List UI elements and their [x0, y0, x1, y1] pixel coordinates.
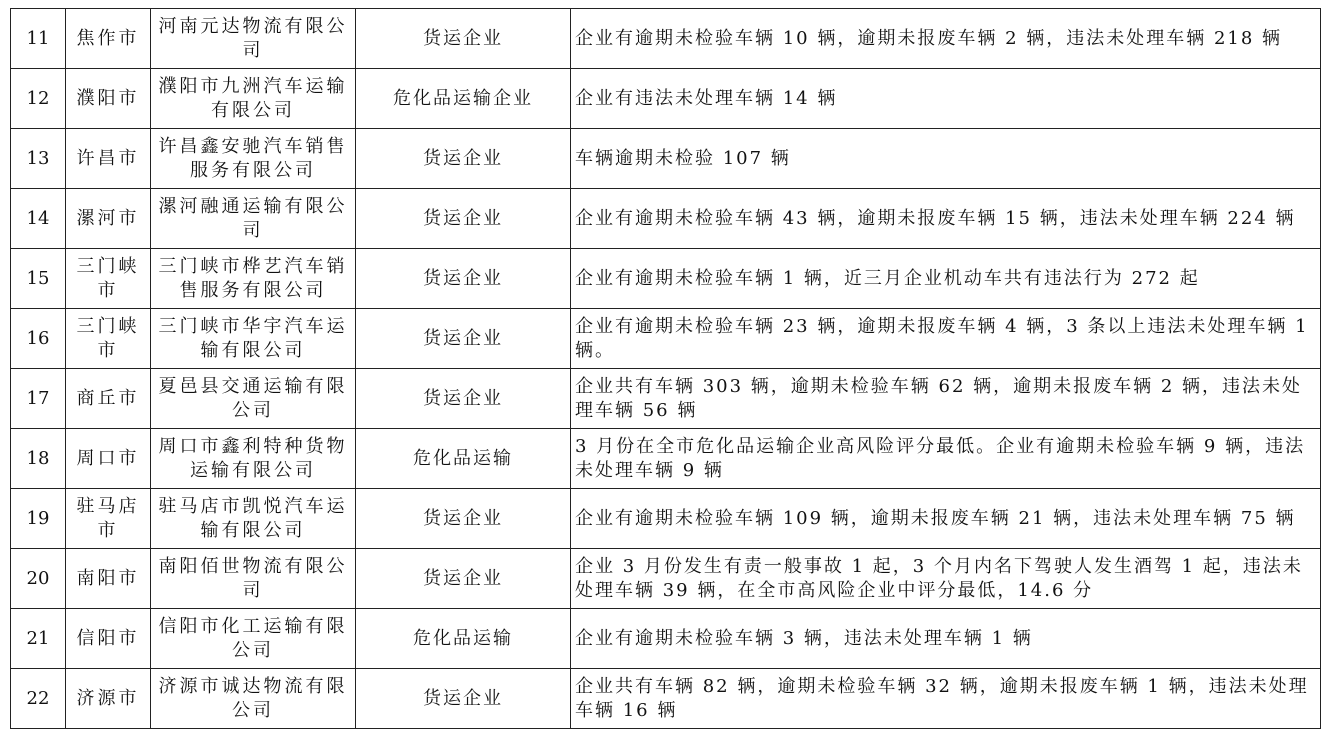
city-cell: 许昌市 — [66, 129, 151, 189]
company-name-cell: 三门峡市桦艺汽车销售服务有限公司 — [151, 249, 356, 309]
company-name-cell: 周口市鑫利特种货物运输有限公司 — [151, 429, 356, 489]
table-row — [11, 369, 1321, 429]
city-cell: 三门峡市 — [66, 309, 151, 369]
company-name-cell: 济源市诚达物流有限公司 — [151, 669, 356, 729]
row-number-cell: 11 — [11, 9, 66, 69]
table-row — [11, 249, 1321, 309]
issue-description-cell: 企业有逾期未检验车辆 3 辆，违法未处理车辆 1 辆 — [571, 609, 1321, 669]
row-number-cell: 17 — [11, 369, 66, 429]
city-cell: 驻马店市 — [66, 489, 151, 549]
enterprise-type-cell: 危化品运输 — [356, 429, 571, 489]
enterprise-type-cell: 危化品运输 — [356, 609, 571, 669]
city-cell: 商丘市 — [66, 369, 151, 429]
issue-description-cell: 车辆逾期未检验 107 辆 — [571, 129, 1321, 189]
enterprise-type-cell: 货运企业 — [356, 9, 571, 69]
company-name-cell: 三门峡市华宇汽车运输有限公司 — [151, 309, 356, 369]
table-row — [11, 489, 1321, 549]
city-cell: 南阳市 — [66, 549, 151, 609]
row-number-cell: 15 — [11, 249, 66, 309]
enterprise-type-cell: 危化品运输企业 — [356, 69, 571, 129]
issue-description-cell: 企业有逾期未检验车辆 43 辆，逾期未报废车辆 15 辆，违法未处理车辆 224 辆 — [571, 189, 1321, 249]
enterprise-type-cell: 货运企业 — [356, 129, 571, 189]
issue-description-cell: 企业有逾期未检验车辆 1 辆，近三月企业机动车共有违法行为 272 起 — [571, 249, 1321, 309]
table-row — [11, 669, 1321, 729]
table-row — [11, 429, 1321, 489]
city-cell: 信阳市 — [66, 609, 151, 669]
row-number-cell: 21 — [11, 609, 66, 669]
city-cell: 济源市 — [66, 669, 151, 729]
enterprise-type-cell: 货运企业 — [356, 249, 571, 309]
row-number-cell: 22 — [11, 669, 66, 729]
row-number-cell: 19 — [11, 489, 66, 549]
enterprise-table — [10, 8, 1321, 729]
table-row — [11, 189, 1321, 249]
table-row — [11, 609, 1321, 669]
city-cell: 焦作市 — [66, 9, 151, 69]
row-number-cell: 20 — [11, 549, 66, 609]
issue-description-cell: 3 月份在全市危化品运输企业高风险评分最低。企业有逾期未检验车辆 9 辆，违法未处理车辆 9 辆 — [571, 429, 1321, 489]
row-number-cell: 12 — [11, 69, 66, 129]
table-row — [11, 129, 1321, 189]
table-body — [11, 9, 1321, 729]
row-number-cell: 14 — [11, 189, 66, 249]
company-name-cell: 夏邑县交通运输有限公司 — [151, 369, 356, 429]
enterprise-type-cell: 货运企业 — [356, 669, 571, 729]
row-number-cell: 13 — [11, 129, 66, 189]
company-name-cell: 漯河融通运输有限公司 — [151, 189, 356, 249]
row-number-cell: 16 — [11, 309, 66, 369]
table-row — [11, 549, 1321, 609]
city-cell: 濮阳市 — [66, 69, 151, 129]
city-cell: 三门峡市 — [66, 249, 151, 309]
enterprise-type-cell: 货运企业 — [356, 189, 571, 249]
company-name-cell: 驻马店市凯悦汽车运输有限公司 — [151, 489, 356, 549]
table-row — [11, 309, 1321, 369]
city-cell: 漯河市 — [66, 189, 151, 249]
table-row — [11, 69, 1321, 129]
company-name-cell: 信阳市化工运输有限公司 — [151, 609, 356, 669]
table-row — [11, 9, 1321, 69]
issue-description-cell: 企业 3 月份发生有责一般事故 1 起，3 个月内名下驾驶人发生酒驾 1 起，违法未处理车辆 39 辆，在全市高风险企业中评分最低，14.6 分 — [571, 549, 1321, 609]
issue-description-cell: 企业有逾期未检验车辆 23 辆，逾期未报废车辆 4 辆，3 条以上违法未处理车辆 1 辆。 — [571, 309, 1321, 369]
enterprise-type-cell: 货运企业 — [356, 489, 571, 549]
issue-description-cell: 企业有违法未处理车辆 14 辆 — [571, 69, 1321, 129]
company-name-cell: 南阳佰世物流有限公司 — [151, 549, 356, 609]
issue-description-cell: 企业有逾期未检验车辆 109 辆，逾期未报废车辆 21 辆，违法未处理车辆 75 辆 — [571, 489, 1321, 549]
city-cell: 周口市 — [66, 429, 151, 489]
issue-description-cell: 企业共有车辆 303 辆，逾期未检验车辆 62 辆，逾期未报废车辆 2 辆，违法未处理车辆 56 辆 — [571, 369, 1321, 429]
row-number-cell: 18 — [11, 429, 66, 489]
enterprise-type-cell: 货运企业 — [356, 309, 571, 369]
company-name-cell: 濮阳市九洲汽车运输有限公司 — [151, 69, 356, 129]
issue-description-cell: 企业有逾期未检验车辆 10 辆，逾期未报废车辆 2 辆，违法未处理车辆 218 辆 — [571, 9, 1321, 69]
enterprise-type-cell: 货运企业 — [356, 549, 571, 609]
enterprise-type-cell: 货运企业 — [356, 369, 571, 429]
issue-description-cell: 企业共有车辆 82 辆，逾期未检验车辆 32 辆，逾期未报废车辆 1 辆，违法未处理车辆 16 辆 — [571, 669, 1321, 729]
company-name-cell: 河南元达物流有限公司 — [151, 9, 356, 69]
company-name-cell: 许昌鑫安驰汽车销售服务有限公司 — [151, 129, 356, 189]
